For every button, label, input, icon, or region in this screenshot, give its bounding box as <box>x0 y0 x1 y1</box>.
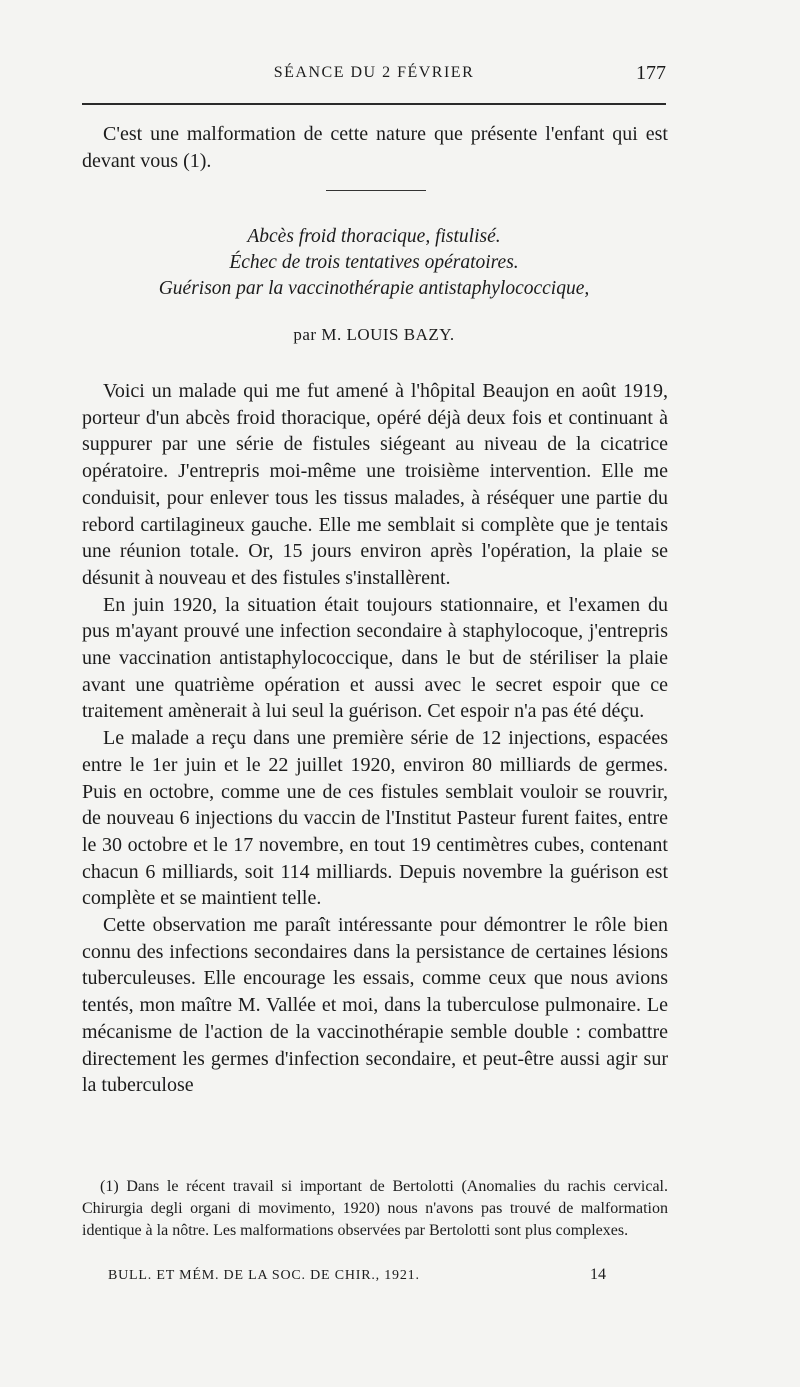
footnote <box>82 1176 668 1242</box>
section-divider <box>326 190 426 191</box>
article-body <box>82 378 668 1099</box>
paragraph-4: Cette observation me paraît intéressante pour démontrer le rôle bien connu des infections secondaires dans la persistance de certaines lésions tuberculeuses. Elle encourage les essais, comme ceux que nous avions tentés, mon maître M. Vallée et moi, dans la tuberculose pulmonaire. Le mécanisme de l'action de la vaccinothérapie semble double : combattre directement les germes d'infection secondaire, et peut-être aussi agir sur la tuberculose <box>82 914 668 1097</box>
title-line-2: Échec de trois tentatives opératoires. <box>229 252 519 273</box>
paragraph-3: Le malade a reçu dans une première série de 12 injections, espacées entre le 1er juin et le 22 juillet 1920, environ 80 milliards de germes. Puis en octobre, comme une de ces fistules semblait vouloir se rouvrir, de nouveau 6 injections du vaccin de l'Institut Pasteur furent faites, entre le 30 octobre et le 17 novembre, en tout 19 centimètres cubes, contenant chacun 6 milliards, soit 114 milliards. Depuis novembre la guérison est complète et se maintient telle. <box>82 727 668 910</box>
footer-citation: BULL. ET MÉM. DE LA SOC. DE CHIR., 1921. <box>108 1268 420 1283</box>
intro-paragraph <box>82 121 668 174</box>
page-footer <box>82 1268 666 1290</box>
header-rule <box>82 103 666 105</box>
title-line-1: Abcès froid thoracique, fistulisé. <box>247 226 501 247</box>
article-title <box>82 224 666 302</box>
signature-mark: 14 <box>590 1266 606 1283</box>
intro-text: C'est une malformation de cette nature que présente l'enfant qui est devant vous (1). <box>82 123 668 172</box>
paragraph-1: Voici un malade qui me fut amené à l'hôpital Beaujon en août 1919, porteur d'un abcès froid thoracique, opéré déjà deux fois et continuant à suppurer par une série de fistules siégeant au niveau de la cicatrice opératoire. J'entrepris moi-même une troisième intervention. Elle me conduisit, pour enlever tous les tissus malades, à réséquer une partie du rebord cartilagineux gauche. Elle me semblait si complète que je tentais une réunion totale. Or, 15 jours environ après l'opération, la plaie se désunit à nouveau et des fistules s'installèrent. <box>82 380 668 589</box>
footnote-text: (1) Dans le récent travail si important de Bertolotti (Anomalies du rachis cervical. Chirurgia degli organi di movimento, 1920) nous n'avons pas trouvé de malformation identique à la nôtre. Les malformations observées par Bertolotti sont plus complexes. <box>82 1178 668 1239</box>
page-header <box>82 62 666 88</box>
page-number: 177 <box>636 62 666 84</box>
running-title: SÉANCE DU 2 FÉVRIER <box>273 64 475 81</box>
paragraph-2: En juin 1920, la situation était toujours stationnaire, et l'examen du pus m'ayant prouvé une infection secondaire à staphylocoque, j'entrepris une vaccination antistaphylococcique, dans le but de stériliser la plaie avant une quatrième opération et aussi avec le secret espoir que ce traitement amènerait à lui seul la guérison. Cet espoir n'a pas été déçu. <box>82 593 668 723</box>
article-byline: par M. LOUIS BAZY. <box>293 325 455 344</box>
title-line-3: Guérison par la vaccinothérapie antistaphylococcique, <box>158 278 590 299</box>
